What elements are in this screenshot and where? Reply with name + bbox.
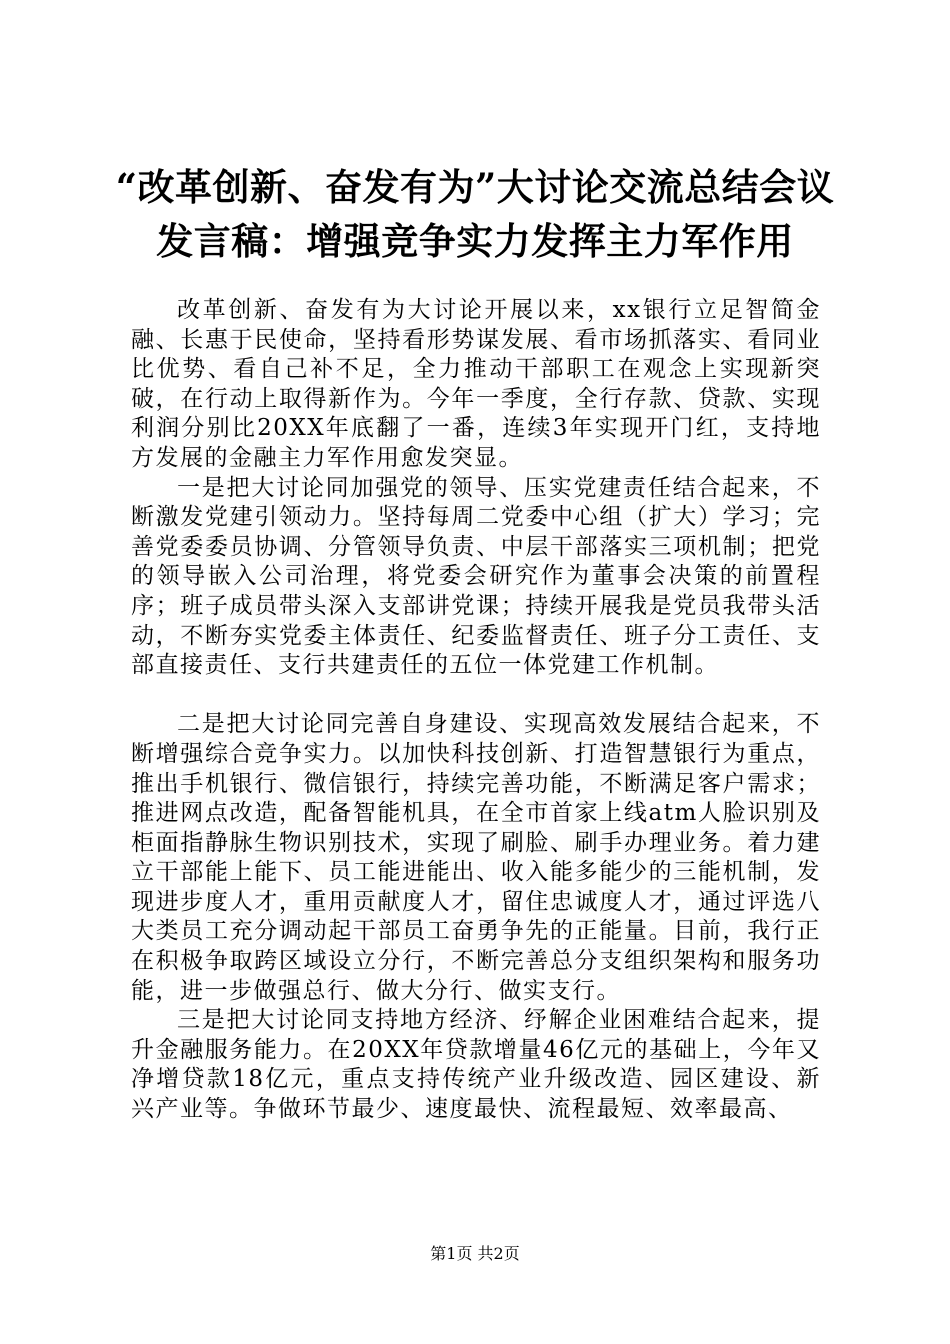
document-title — [100, 160, 850, 268]
document-body — [131, 296, 821, 1125]
paragraph-point-three: 三是把大讨论同支持地方经济、纾解企业困难结合起来，提升金融服务能力。在20XX年贷款增量46亿元的基础上，今年又净增贷款18亿元，重点支持传统产业升级改造、园区建设、新兴产业等。争做环节最少、速度最快、流程最短、效率最高、 — [131, 1007, 821, 1123]
page-footer — [0, 1244, 950, 1264]
paragraph-intro: 改革创新、奋发有为大讨论开展以来，xx银行立足智简金融、长惠于民使命，坚持看形势谋发展、看市场抓落实、看同业比优势、看自己补不足，全力推动干部职工在观念上实现新突破，在行动上取得新作为。今年一季度，全行存款、贷款、实现利润分别比20XX年底翻了一番，连续3年实现开门红，支持地方发展的金融主力军作用愈发突显。 — [131, 297, 821, 471]
paragraph-point-one: 一是把大讨论同加强党的领导、压实党建责任结合起来，不断激发党建引领动力。坚持每周二党委中心组（扩大）学习；完善党委委员协调、分管领导负责、中层干部落实三项机制；把党的领导嵌入公司治理，将党委会研究作为董事会决策的前置程序；班子成员带头深入支部讲党课；持续开展我是党员我带头活动，不断夯实党委主体责任、纪委监督责任、班子分工责任、支部直接责任、支行共建责任的五位一体党建工作机制。 — [131, 474, 821, 679]
page-number-indicator: 第1页 共2页 — [430, 1244, 520, 1263]
paragraph-point-two: 二是把大讨论同完善自身建设、实现高效发展结合起来，不断增强综合竞争实力。以加快科技创新、打造智慧银行为重点，推出手机银行、微信银行，持续完善功能，不断满足客户需求；推进网点改造，配备智能机具，在全市首家上线atm人脸识别及柜面指静脉生物识别技术，实现了刷脸、刷手办理业务。着力建立干部能上能下、员工能进能出、收入能多能少的三能机制，发现进步度人才，重用贡献度人才，留住忠诚度人才，通过评选八大类员工充分调动起干部员工奋勇争先的正能量。目前，我行正在积极争取跨区域设立分行，不断完善总分支组织架构和服务功能，进一步做强总行、做大分行、做实支行。 — [131, 711, 821, 1004]
title-line-2: 发言稿：增强竞争实力发挥主力军作用 — [156, 219, 794, 263]
title-line-1: “改革创新、奋发有为”大讨论交流总结会议 — [115, 165, 835, 209]
